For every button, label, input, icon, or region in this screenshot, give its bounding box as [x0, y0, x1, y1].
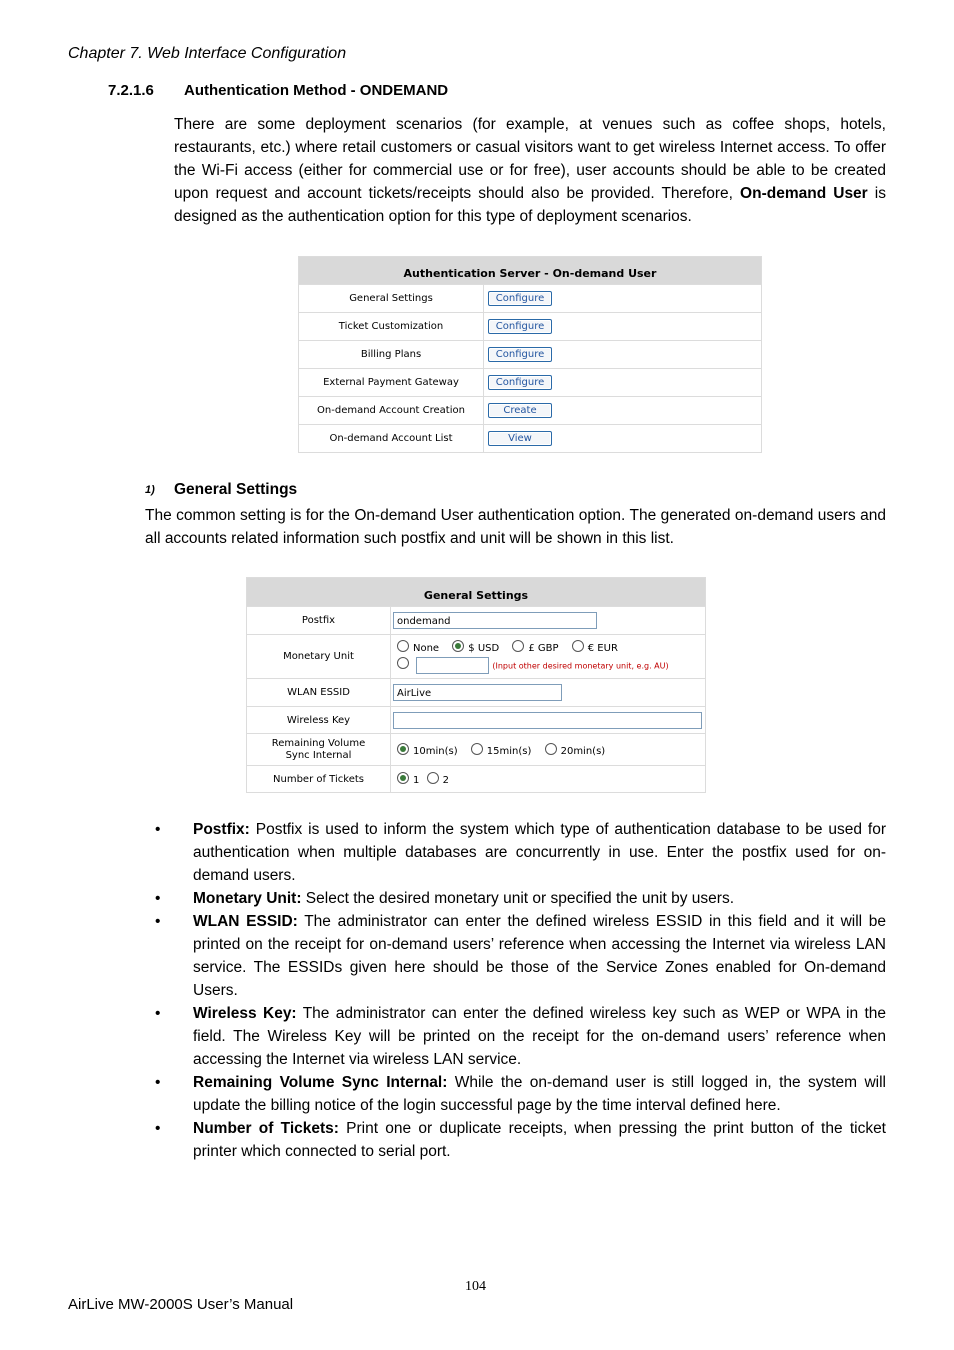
postfix-input[interactable]: ondemand [393, 612, 597, 629]
table-row [299, 313, 762, 341]
subsection-title: General Settings [174, 481, 298, 498]
external-payment-configure-button[interactable]: Configure [488, 375, 552, 390]
table-row [299, 369, 762, 397]
tickets-2-label: 2 [442, 775, 449, 786]
bullet-term: WLAN ESSID: [193, 913, 298, 930]
list-item [155, 910, 886, 1002]
bullet-mark: • [155, 890, 161, 907]
list-item [155, 818, 886, 887]
bullet-term: Monetary Unit: [193, 890, 302, 907]
intro-bold: On-demand User [740, 185, 868, 202]
unit-none-label: None [413, 642, 440, 654]
bullet-text: Postfix is used to inform the system which type of authentication database to be used for authentication when multiple databases are concurrently in use. Enter the postfix used for on-demand users. [193, 821, 886, 884]
account-list-view-button[interactable]: View [488, 431, 552, 446]
list-item [155, 1002, 886, 1071]
row-label: General Settings [299, 285, 484, 313]
essid-input[interactable]: AirLive [393, 684, 562, 701]
bullet-mark: • [155, 1074, 161, 1091]
unit-eur-label: € EUR [587, 642, 618, 654]
auth-table-title: Authentication Server - On-demand User [299, 257, 762, 285]
chapter-header: Chapter 7. Web Interface Configuration [68, 45, 347, 62]
intro-paragraph [174, 113, 886, 228]
sync-15-radio[interactable] [471, 743, 483, 755]
section-number: 7.2.1.6 [108, 82, 154, 99]
bullet-text: Select the desired monetary unit or specified the unit by users. [301, 890, 735, 907]
account-creation-create-button[interactable]: Create [488, 403, 552, 418]
auth-server-table [298, 256, 762, 453]
bullet-mark: • [155, 821, 161, 838]
sync-10-radio[interactable] [397, 743, 409, 755]
bullet-mark: • [155, 1120, 161, 1137]
wireless-key-input[interactable] [393, 712, 702, 729]
bullet-mark: • [155, 1005, 161, 1022]
wireless-key-label: Wireless Key [247, 707, 391, 734]
tickets-1-radio[interactable] [397, 772, 409, 784]
unit-other-input[interactable] [416, 657, 489, 674]
bullet-text: While the on-demand user is still logged in, the system will update the billing notice of the login successful page by the time interval defined here. [193, 1074, 886, 1114]
subsection-number: 1) [145, 484, 155, 496]
row-label: External Payment Gateway [299, 369, 484, 397]
unit-gbp-radio[interactable] [512, 640, 524, 652]
monetary-unit-label: Monetary Unit [247, 635, 391, 679]
ticket-customization-configure-button[interactable]: Configure [488, 319, 552, 334]
bullet-mark: • [155, 913, 161, 930]
row-label: On-demand Account List [299, 425, 484, 453]
table-row [299, 341, 762, 369]
field-descriptions [155, 818, 886, 1163]
tickets-label: Number of Tickets [247, 766, 391, 793]
table-row [299, 285, 762, 313]
footer-manual-title: AirLive MW-2000S User’s Manual [68, 1296, 294, 1313]
bullet-term: Number of Tickets: [193, 1120, 339, 1137]
sync-20-radio[interactable] [545, 743, 557, 755]
general-settings-table [246, 577, 706, 793]
page-number: 104 [465, 1279, 486, 1294]
sync-10-label: 10min(s) [413, 745, 458, 757]
section-title: Authentication Method - ONDEMAND [184, 82, 449, 99]
postfix-label: Postfix [247, 607, 391, 635]
essid-label: WLAN ESSID [247, 679, 391, 707]
gs-table-title: General Settings [247, 578, 706, 607]
unit-eur-radio[interactable] [572, 640, 584, 652]
row-label: On-demand Account Creation [299, 397, 484, 425]
sync-label-line1: Remaining Volume [271, 737, 366, 749]
unit-none-radio[interactable] [397, 640, 409, 652]
bullet-text: Print one or duplicate receipts, when pressing the print button of the ticket printer which connected to serial port. [193, 1120, 886, 1160]
unit-hint: (Input other desired monetary unit, e.g. AU) [492, 661, 669, 670]
bullet-text: The administrator can enter the defined wireless ESSID in this field and it will be printed on the receipt for on-demand users’ reference when accessing the Internet via wireless LAN service. The ESSIDs given here should be those of the Service Zones enabled for On-demand Users. [193, 913, 886, 999]
unit-other-radio[interactable] [397, 657, 409, 669]
row-label: Ticket Customization [299, 313, 484, 341]
tickets-2-radio[interactable] [427, 772, 439, 784]
row-label: Billing Plans [299, 341, 484, 369]
general-settings-configure-button[interactable]: Configure [488, 291, 552, 306]
bullet-term: Postfix: [193, 821, 250, 838]
unit-gbp-label: £ GBP [528, 642, 559, 654]
bullet-term: Wireless Key: [193, 1005, 297, 1022]
intro-text-1: There are some deployment scenarios (for example, at venues such as coffee shops, hotels, restaurants, etc.) where retail customers or casual visitors want to get wireless Internet access. To offer the Wi-Fi access (either for commercial use or for free), user accounts should be able to be created upon request and account tickets/receipts should also be provided. Therefore, [174, 116, 886, 202]
tickets-1-label: 1 [413, 775, 420, 786]
list-item [155, 887, 886, 910]
sync-15-label: 15min(s) [486, 745, 532, 757]
sync-interval-label [247, 734, 391, 766]
table-row [299, 425, 762, 453]
general-settings-description: The common setting is for the On-demand User authentication option. The generated on-demand users and all accounts related information such postfix and unit will be shown in this list. [145, 507, 886, 547]
sync-20-label: 20min(s) [560, 745, 606, 757]
list-item [155, 1117, 886, 1163]
table-row [299, 397, 762, 425]
bullet-term: Remaining Volume Sync Internal: [193, 1074, 448, 1091]
bullet-text: The administrator can enter the defined wireless key such as WEP or WPA in the field. The Wireless Key will be printed on the receipt for the on-demand users’ reference when accessing the Internet via wireless LAN service. [193, 1005, 887, 1068]
unit-usd-radio[interactable] [452, 640, 464, 652]
unit-usd-label: $ USD [468, 642, 500, 654]
list-item [155, 1071, 886, 1117]
sync-label-line2: Sync Internal [285, 749, 352, 761]
billing-plans-configure-button[interactable]: Configure [488, 347, 552, 362]
intro-text-2: is designed as the authentication option for this type of deployment scenarios. [174, 185, 886, 225]
